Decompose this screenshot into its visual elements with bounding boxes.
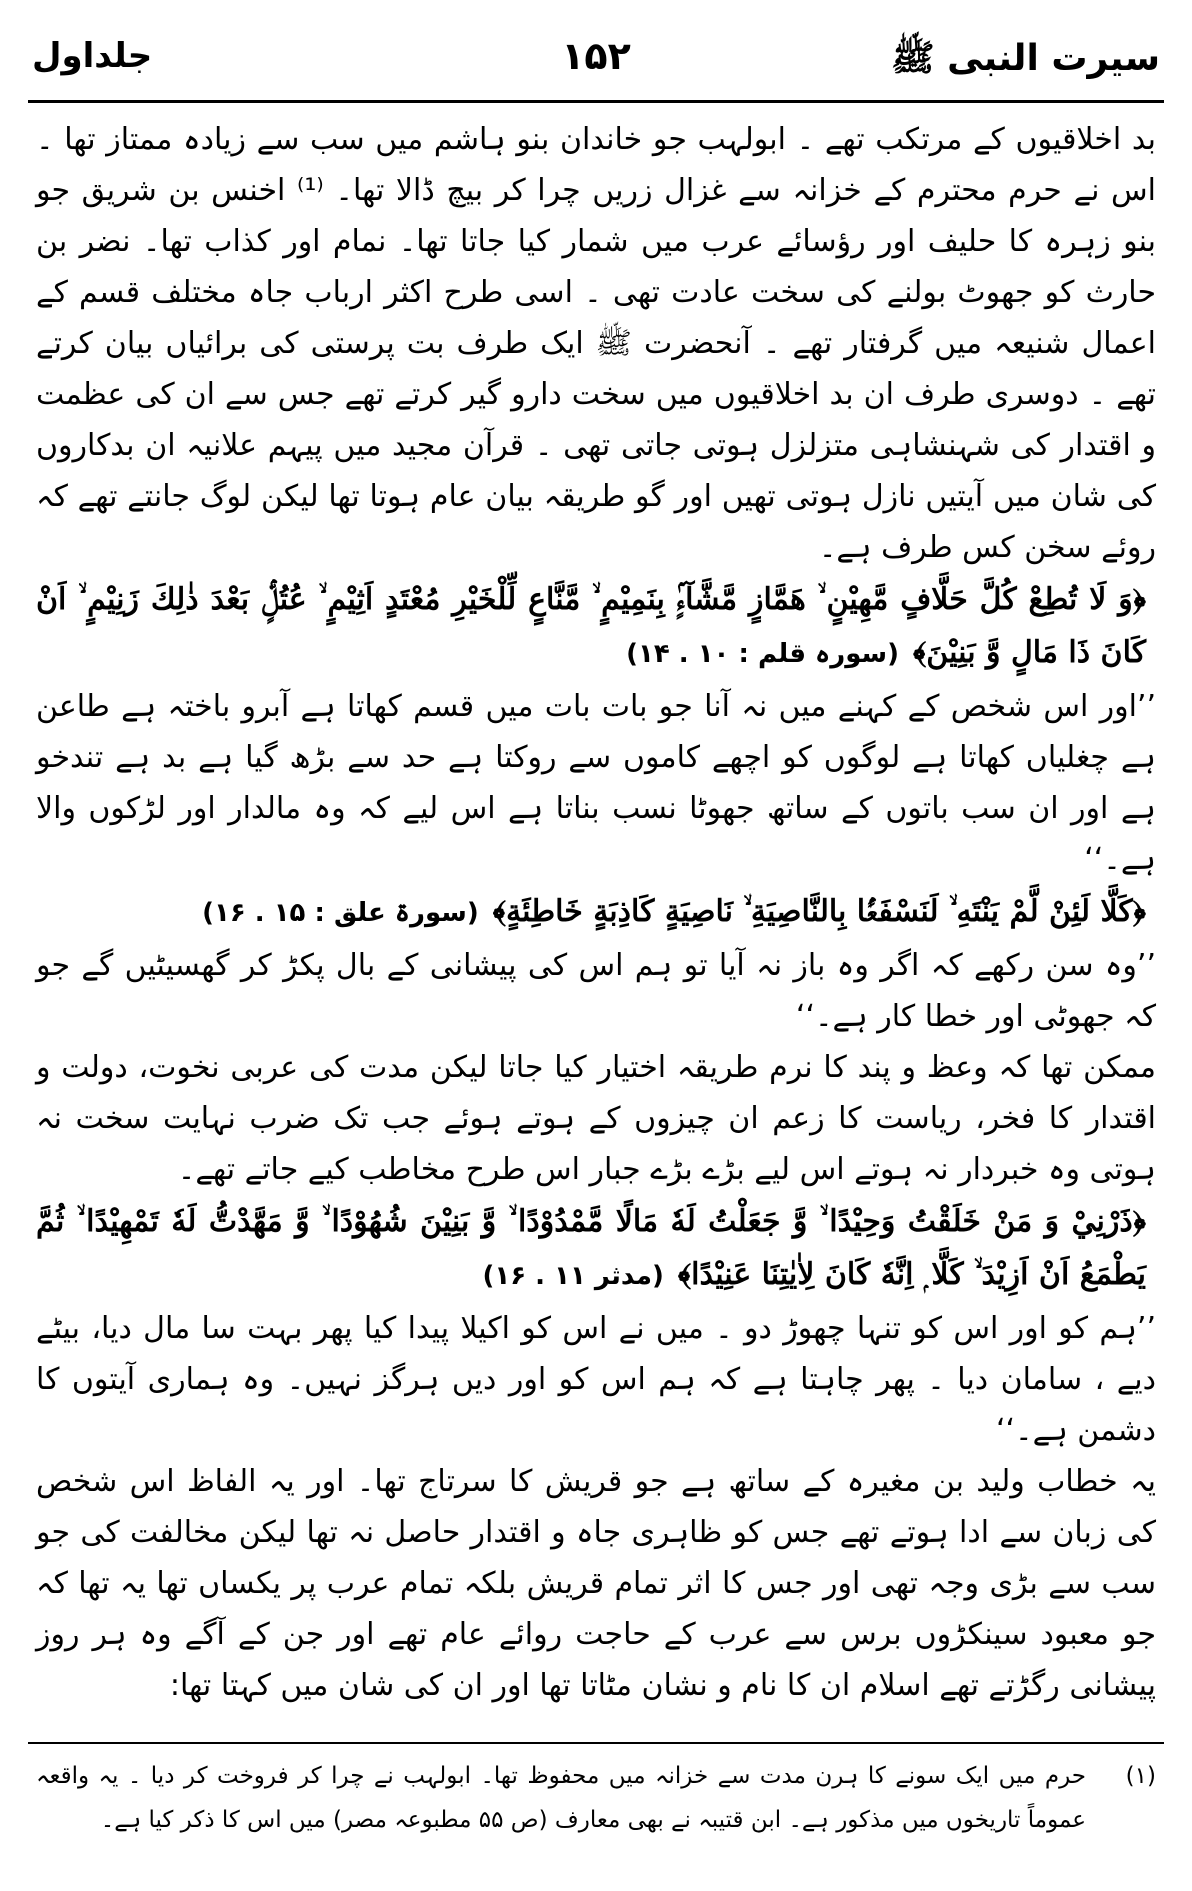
paragraph-1: بد اخلاقیوں کے مرتکب تھے ۔ ابولہب جو خاندان بنو ہاشم میں سب سے زیادہ ممتاز تھا ۔ اس نے حرم محترم کے خزانہ سے غزال زریں چرا کر بیچ ڈالا تھا۔ ⁽¹⁾ اخنس بن شریق جو بنو زہرہ کا حلیف اور رؤسائے عرب میں شمار کیا جاتا تھا۔ نمام اور کذاب تھا۔ نضر بن حارث کو جھوٹ بولنے کی سخت عادت تھی ۔ اسی طرح اکثر ارباب جاہ مختلف قسم کے اعمال شنیعہ میں گرفتار تھے ۔ آنحضرت ﷺ ایک طرف بت پرستی کی برائیاں بیان کرتے تھے ۔ دوسری طرف ان بد اخلاقیوں میں سخت دارو گیر کرتے تھے جس سے ان کی عظمت و اقتدار کی شہنشاہی متزلزل ہوتی جاتی تھی ۔ قرآن مجید میں پیہم علانیہ ان بدکاروں کی شان میں آیتیں نازل ہوتی تھیں اور گو طریقہ بیان عام ہوتا تھا لیکن لوگ جانتے تھے کہ روئے سخن کس طرف ہے۔ — [36, 122, 1157, 565]
verse-1-reference: (سورہ قلم : ۱۰ . ۱۴) — [626, 639, 899, 669]
verse-3-text: ﴿ذَرْنِيْ وَ مَنْ خَلَقْتُ وَحِيْدًا ۙ وَّ جَعَلْتُ لَهٗ مَالًا مَّمْدُوْدًا ۙ وَّ بَنِيْنَ شُهُوْدًا ۙ وَّ مَهَّدْتُّ لَهٗ تَمْهِيْدًا ۙ ثُمَّ يَطْمَعُ اَنْ اَزِيْدَ ۙ كَلَّا ۭ اِنَّهٗ كَانَ لِاٰيٰتِنَا عَنِيْدًا﴾ — [36, 1204, 1146, 1292]
quran-verse-2 — [36, 885, 1156, 940]
verse-2-reference: (سورۃ علق : ۱۵ . ۱۶) — [202, 898, 479, 928]
translation-2: ’’وہ سن رکھے کہ اگر وہ باز نہ آیا تو ہم اس کی پیشانی کے بال پکڑ کر گھسیٹیں گے جو کہ جھوٹی اور خطا کار ہے۔‘‘ — [36, 948, 1156, 1034]
paragraph-3: یہ خطاب ولید بن مغیرہ کے ساتھ ہے جو قریش کا سرتاج تھا۔ اور یہ الفاظ اس شخص کی زبان سے ادا ہوتے تھے جس کو ظاہری جاہ و اقتدار حاصل نہ تھا لیکن مخالفت کی جو سب سے بڑی وجہ تھی اور جس کا اثر تمام قریش بلکہ تمام عرب پر یکساں تھا یہ تھا کہ جو معبود سینکڑوں برس سے عرب کے حاجت روائے عام تھے اور جن کے آگے وہ ہر روز پیشانی رگڑتے تھے اسلام ان کا نام و نشان مٹاتا تھا اور ان کی شان میں کہتا تھا: — [36, 1464, 1156, 1703]
translation-3: ’’ہم کو اور اس کو تنہا چھوڑ دو ۔ میں نے اس کو اکیلا پیدا کیا پھر بہت سا مال دیا، بیٹے دیے ، سامان دیا ۔ پھر چاہتا ہے کہ ہم اس کو اور دیں ہرگز نہیں۔ وہ ہماری آیتوں کا دشمن ہے۔‘‘ — [36, 1311, 1156, 1448]
header-divider — [28, 100, 1164, 103]
footnote-divider — [28, 1742, 1164, 1744]
verse-1-text: ﴿وَ لَا تُطِعْ كُلَّ حَلَّافٍ مَّهِيْنٍ ۙ هَمَّازٍ مَّشَّآءٍۢ بِنَمِيْمٍ ۙ مَّنَّاعٍ لِّلْخَيْرِ مُعْتَدٍ اَثِيْمٍ ۙ عُتُلٍّۢ بَعْدَ ذٰلِكَ زَنِيْمٍ ۙ اَنْ كَانَ ذَا مَالٍ وَّ بَنِيْنَ﴾ — [36, 582, 1146, 670]
paragraph-2: ممکن تھا کہ وعظ و پند کا نرم طریقہ اختیار کیا جاتا لیکن مدت کی عربی نخوت، دولت و اقتدار کا فخر، ریاست کا زعم ان چیزوں کے ہوتے ہوئے جب تک ضرب نہایت سخت نہ ہوتی وہ خبردار نہ ہوتے اس لیے بڑے بڑے جبار اس طرح مخاطب کیے جاتے تھے۔ — [36, 1050, 1156, 1187]
verse-2-text: ﴿كَلَّا لَئِنْ لَّمْ يَنْتَهِ ۙ لَنَسْفَعًۢا بِالنَّاصِيَةِ ۙ نَاصِيَةٍ كَاذِبَةٍ خَاطِئَةٍ﴾ — [492, 894, 1146, 929]
main-text — [36, 114, 1156, 1711]
volume-label: جلداول — [32, 36, 153, 76]
footnote-text: حرم میں ایک سونے کا ہرن مدت سے خزانہ میں محفوظ تھا۔ ابولہب نے چرا کر فروخت کر دیا ۔ یہ واقعہ عموماً تاریخوں میں مذکور ہے۔ ابن قتیبہ نے بھی معارف (ص ۵۵ مطبوعہ مصر) میں اس کا ذکر کیا ہے۔ — [36, 1763, 1086, 1833]
footnote-number: (۱) — [1125, 1763, 1156, 1789]
page-header — [32, 28, 1160, 88]
translation-1: ’’اور اس شخص کے کہنے میں نہ آنا جو بات بات میں قسم کھاتا ہے آبرو باختہ ہے طاعن ہے چغلیاں کھاتا ہے لوگوں کو اچھے کاموں سے روکتا ہے حد سے بڑھ گیا ہے بد ہے تندخو ہے اور ان سب باتوں کے ساتھ جھوٹا نسب بناتا ہے اس لیے کہ وہ مالدار اور لڑکوں والا ہے۔‘‘ — [36, 689, 1156, 877]
footnote — [36, 1754, 1156, 1842]
quran-verse-1 — [36, 573, 1156, 681]
book-title: سیرت النبی ﷺ — [891, 38, 1160, 79]
page-number: ۱۵۲ — [561, 34, 631, 78]
quran-verse-3 — [36, 1195, 1156, 1303]
verse-3-reference: (مدثر ۱۱ . ۱۶) — [482, 1261, 664, 1291]
